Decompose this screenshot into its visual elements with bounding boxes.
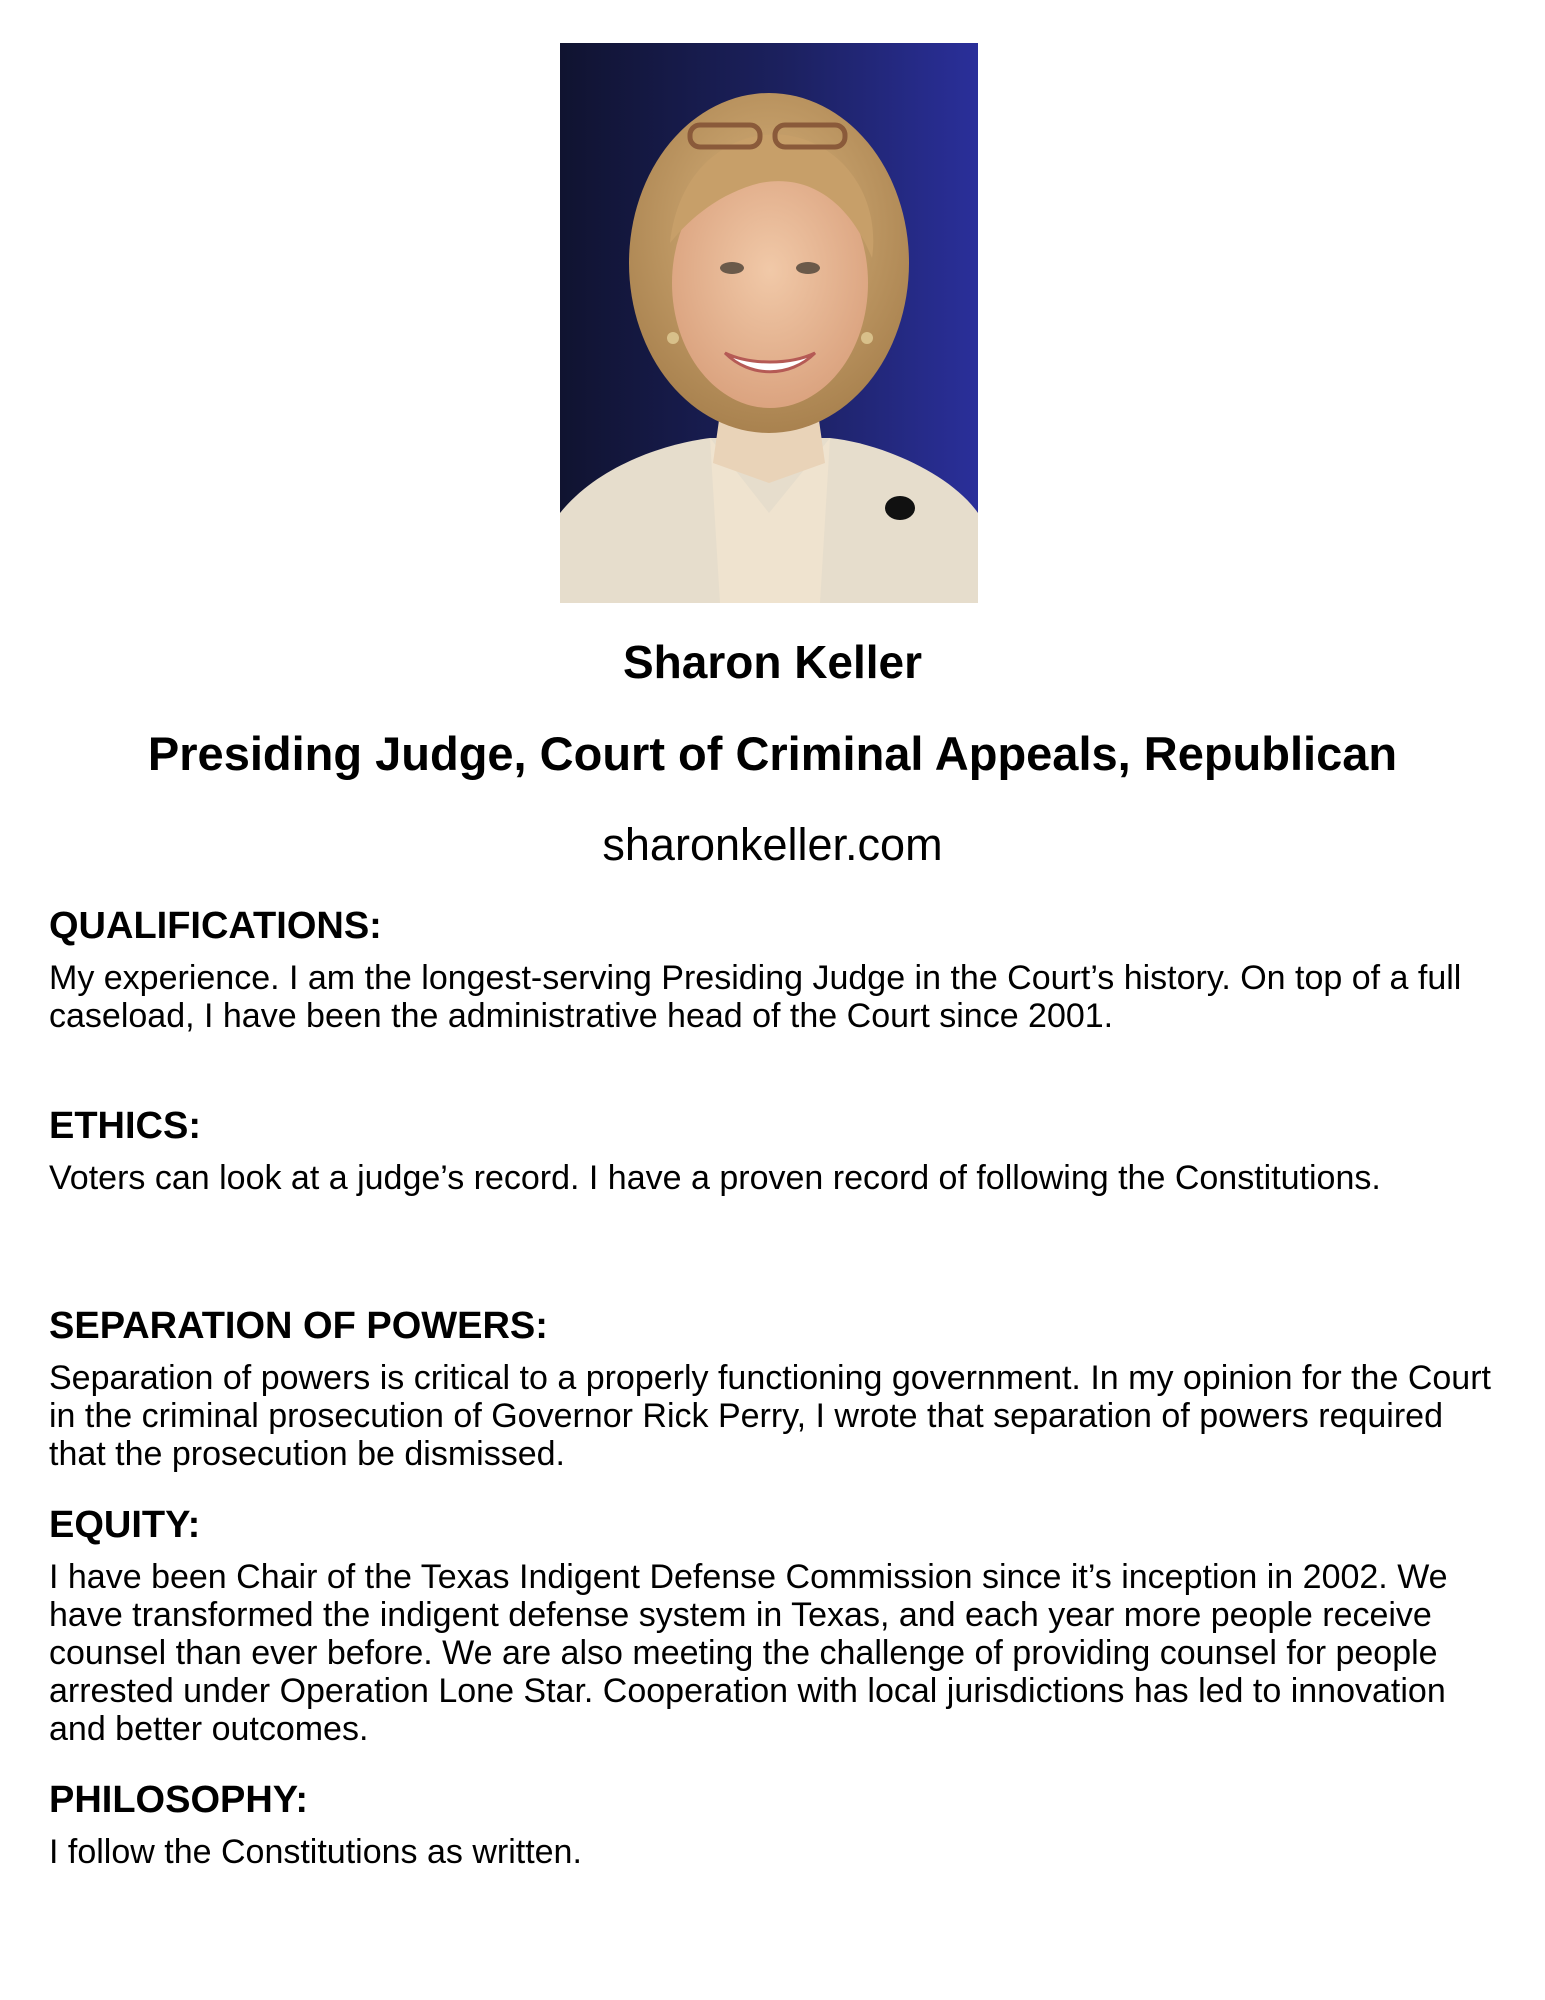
section-philosophy xyxy=(49,1775,1499,1871)
section-body: My experience. I am the longest-serving Presiding Judge in the Court’s history. On top of a full caseload, I have been the administrative head of the Court since 2001. xyxy=(49,959,1462,1035)
section-heading: SEPARATION OF POWERS: xyxy=(49,1305,548,1347)
section-heading: ETHICS: xyxy=(49,1105,201,1147)
section-heading: QUALIFICATIONS: xyxy=(49,905,382,947)
section-heading: PHILOSOPHY: xyxy=(49,1779,308,1821)
section-heading: EQUITY: xyxy=(49,1504,201,1546)
section-separation-of-powers xyxy=(49,1301,1499,1473)
candidate-photo xyxy=(560,43,978,603)
candidate-website: sharonkeller.com xyxy=(602,819,943,870)
section-body: Voters can look at a judge’s record. I have a proven record of following the Constitutions. xyxy=(49,1159,1381,1197)
section-equity xyxy=(49,1500,1499,1748)
section-ethics xyxy=(49,1101,1499,1197)
section-qualifications xyxy=(49,901,1499,1035)
candidate-office: Presiding Judge, Court of Criminal Appeals, Republican xyxy=(147,727,1398,780)
portrait-image xyxy=(560,43,978,603)
section-body: Separation of powers is critical to a properly functioning government. In my opinion for the Court in the criminal prosecution of Governor Rick Perry, I wrote that separation of powers required that the prosecution be dismissed. xyxy=(49,1359,1491,1473)
section-body: I have been Chair of the Texas Indigent Defense Commission since it’s inception in 2002. We have transformed the indigent defense system in Texas, and each year more people receive counsel than ever before. We are also meeting the challenge of providing counsel for people arrested under Operation Lone Star. Cooperation with local jurisdictions has led to innovation and better outcomes. xyxy=(49,1558,1448,1748)
section-body: I follow the Constitutions as written. xyxy=(49,1833,582,1871)
candidate-name: Sharon Keller xyxy=(622,636,923,688)
